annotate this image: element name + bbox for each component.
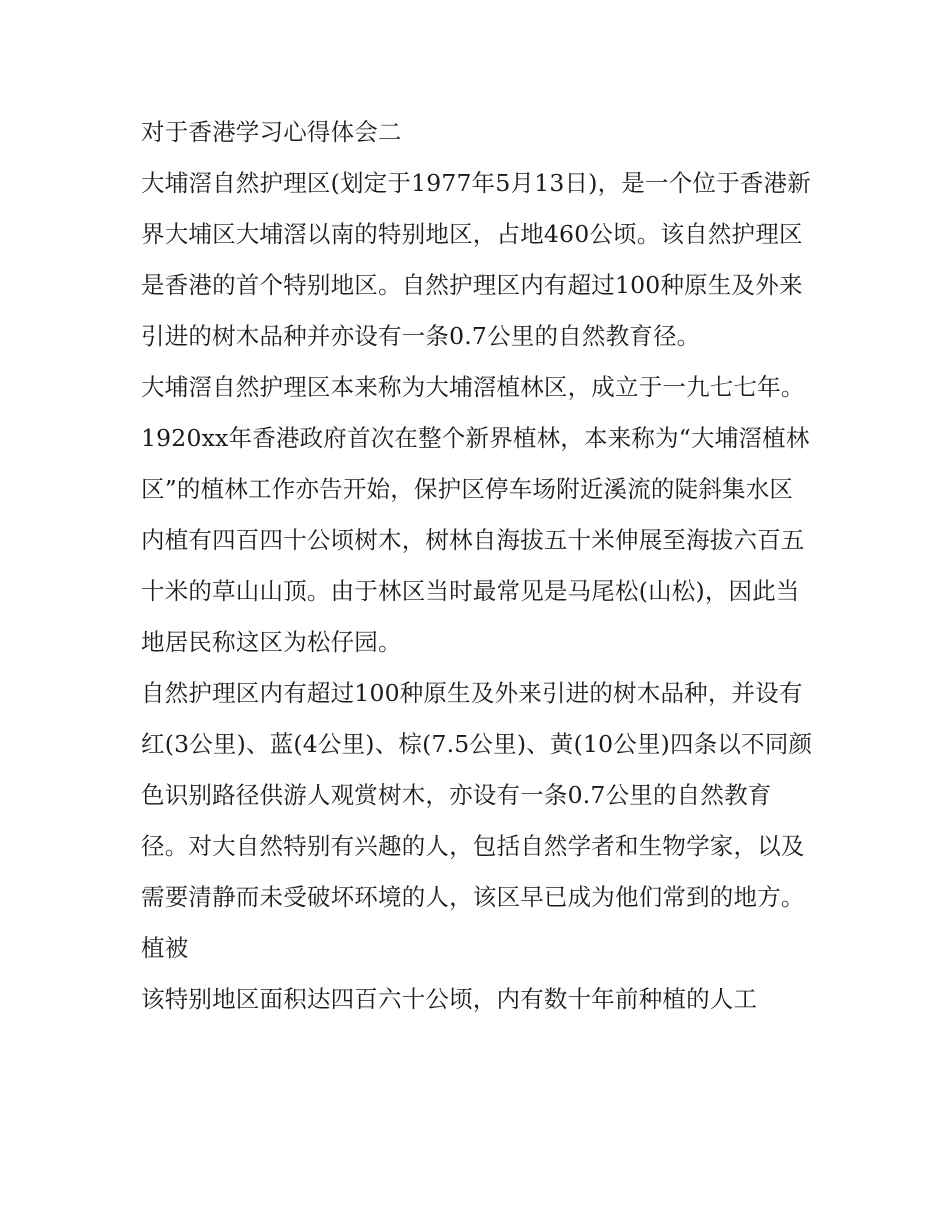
paragraph-3: 自然护理区内有超过100种原生及外来引进的树木品种，并设有红(3公里)、蓝(4公里)、棕(7.5公里)、黄(10公里)四条以不同颜色识别路径供游人观赏树木，亦设有一条0.7公里的自然教育径。对大自然特别有兴趣的人，包括自然学者和生物学家，以及需要清静而未受破坏环境的人，该区早已成为他们常到的地方。 — [141, 679, 813, 911]
paragraph-1: 大埔滘自然护理区(划定于1977年5月13日)，是一个位于香港新界大埔区大埔滘以南的特别地区，占地460公顷。该自然护理区是香港的首个特别地区。自然护理区内有超过100种原生及外来引进的树木品种并亦设有一条0.7公里的自然教育径。 — [141, 169, 811, 350]
document-body — [141, 107, 813, 1025]
section-heading: 植被 — [141, 934, 189, 962]
paragraph-2: 大埔滘自然护理区本来称为大埔滘植林区，成立于一九七七年。1920xx年香港政府首次在整个新界植林，本来称为“大埔滘植林区”的植林工作亦告开始，保护区停车场附近溪流的陡斜集水区内植有四百四十公顷树木，树林自海拔五十米伸展至海拔六百五十米的草山山顶。由于林区当时最常见是马尾松(山松)，因此当地居民称这区为松仔园。 — [141, 373, 810, 656]
document-title: 对于香港学习心得体会二 — [141, 118, 402, 146]
section-paragraph: 该特别地区面积达四百六十公顷，内有数十年前种植的人工 — [141, 985, 758, 1013]
